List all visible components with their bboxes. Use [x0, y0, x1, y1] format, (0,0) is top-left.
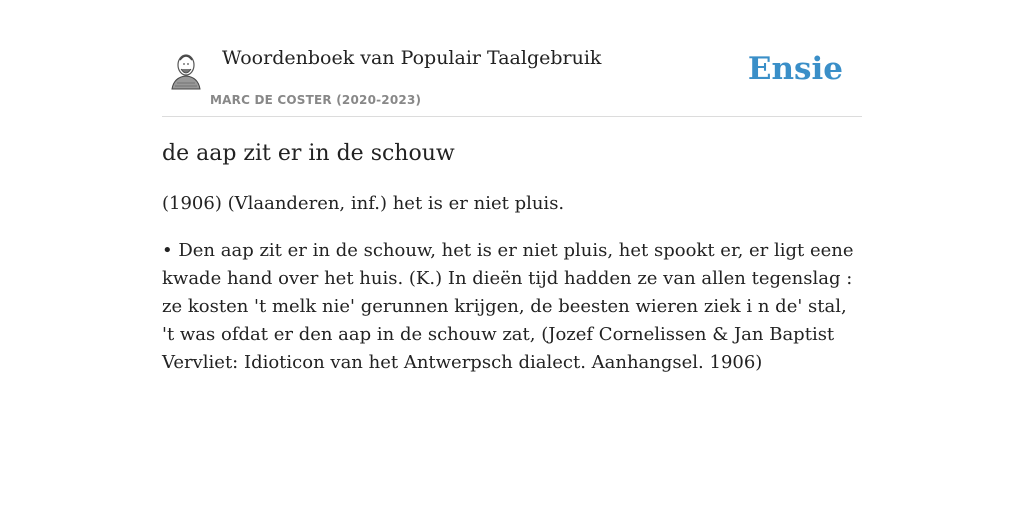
entry-title: de aap zit er in de schouw — [162, 141, 455, 166]
site-header — [162, 0, 862, 117]
author-label: MARC DE COSTER (2020-2023) — [210, 93, 422, 107]
entry-example: • Den aap zit er in de schouw, het is er niet pluis, het spookt er, er ligt eene kwade hand over het huis. (K.) In dieën tijd hadden ze van allen tegenslag : ze kosten 't melk nie' gerunnen krijgen, de beesten wieren ziek i n de' stal, 't was ofdat er den aap in de schouw zat, (Jozef Cornelissen & Jan Baptist Vervliet: Idioticon van het Antwerpsch dialect. Aanhangsel. 1906) — [162, 240, 854, 373]
ensie-logo-link[interactable]: Ensie — [747, 51, 843, 87]
entry-content — [162, 138, 862, 377]
site-title[interactable]: Woordenboek van Populair Taalgebruik — [222, 47, 602, 69]
entry-definition: (1906) (Vlaanderen, inf.) het is er niet pluis. — [162, 193, 565, 214]
portrait-engraving-icon[interactable] — [169, 50, 203, 90]
